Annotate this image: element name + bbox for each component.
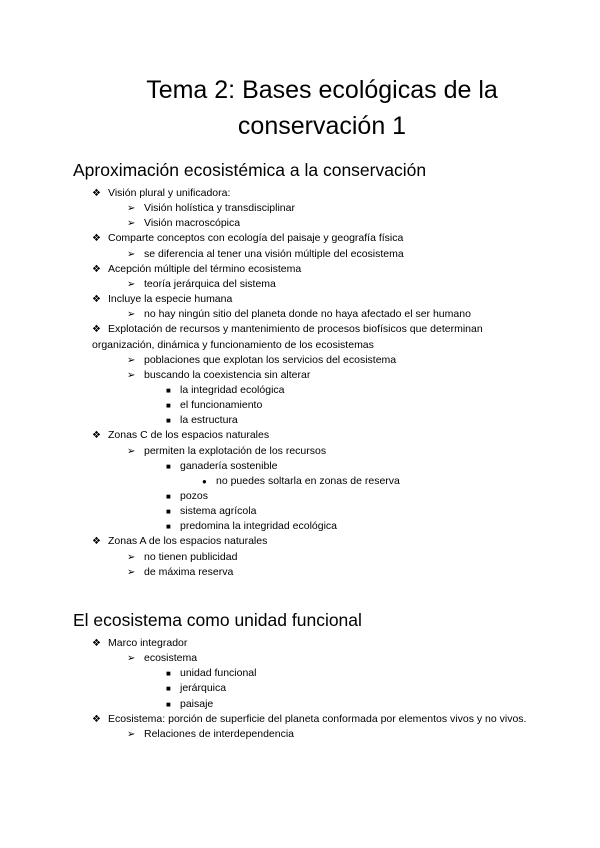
- list-item: [166, 383, 285, 398]
- list-item: [127, 307, 471, 322]
- list-item: [92, 636, 188, 651]
- list-item: [92, 322, 483, 337]
- list-item: [127, 353, 397, 368]
- list-item-text: unidad funcional: [180, 667, 257, 680]
- list-item: [127, 727, 295, 742]
- arrow-bullet-icon: ➢: [127, 203, 136, 215]
- arrow-bullet-icon: ➢: [127, 278, 136, 290]
- arrow-bullet-icon: ➢: [127, 218, 136, 230]
- list-item-text: el funcionamiento: [180, 399, 263, 412]
- arrow-bullet-icon: ➢: [127, 653, 136, 665]
- list-item-text: la estructura: [180, 414, 238, 427]
- list-item: [166, 519, 338, 534]
- diamond-bullet-icon: ❖: [92, 536, 101, 548]
- list-item: [127, 550, 238, 565]
- diamond-bullet-icon: ❖: [92, 713, 101, 725]
- list-item-text: sistema agrícola: [180, 505, 257, 518]
- diamond-bullet-icon: ❖: [92, 188, 101, 199]
- arrow-bullet-icon: ➢: [127, 354, 136, 366]
- section-heading-2: El ecosistema como unidad funcional: [73, 610, 362, 630]
- list-item: [127, 368, 311, 383]
- arrow-bullet-icon: ➢: [127, 551, 136, 563]
- list-item-text: no tienen publicidad: [144, 550, 238, 563]
- list-item: [92, 712, 527, 727]
- list-item-text: buscando la coexistencia sin alterar: [144, 368, 311, 381]
- square-bullet-icon: ■: [166, 522, 171, 532]
- list-item: [166, 666, 257, 681]
- list-item-continuation: organización, dinámica y funcionamiento de los ecosistemas: [92, 338, 374, 351]
- section-heading-1: Aproximación ecosistémica a la conservación: [73, 160, 427, 180]
- arrow-bullet-icon: ➢: [127, 445, 136, 457]
- list-item-text: pozos: [180, 490, 209, 502]
- list-item: [127, 201, 295, 216]
- list-item: [166, 413, 238, 428]
- list-item-text: Comparte conceptos con ecología del paisaje y geografía física: [108, 232, 404, 245]
- list-item-text: Visión plural y unificadora:: [108, 187, 231, 199]
- list-item: [166, 697, 214, 712]
- arrow-bullet-icon: ➢: [127, 728, 136, 740]
- list-item-text: ganadería sostenible: [180, 459, 278, 472]
- square-bullet-icon: ■: [166, 401, 171, 411]
- list-item-text: Ecosistema: porción de superficie del planeta conformada por elementos vivos y no vivos.: [108, 712, 527, 725]
- list-item: [166, 681, 227, 696]
- list-item: [92, 262, 302, 277]
- square-bullet-icon: ■: [166, 461, 171, 471]
- list-item-text: poblaciones que explotan los servicios del ecosistema: [144, 353, 397, 366]
- diamond-bullet-icon: ❖: [92, 324, 101, 336]
- diamond-bullet-icon: ❖: [92, 430, 101, 442]
- square-bullet-icon: ■: [166, 416, 171, 426]
- diamond-bullet-icon: ❖: [92, 263, 101, 275]
- diamond-bullet-icon: ❖: [92, 233, 101, 245]
- square-bullet-icon: ■: [166, 385, 171, 395]
- square-bullet-icon: ■: [166, 669, 171, 679]
- list-item: [127, 247, 404, 262]
- list-item: [92, 292, 233, 307]
- square-bullet-icon: ■: [166, 492, 171, 501]
- arrow-bullet-icon: ➢: [127, 309, 136, 321]
- list-item-text: Visión macroscópica: [144, 217, 241, 230]
- list-item: [202, 474, 400, 489]
- list-item-text: la integridad ecológica: [180, 383, 285, 396]
- circle-bullet-icon: ●: [202, 476, 207, 486]
- list-item-text: Explotación de recursos y mantenimiento de procesos biofísicos que determinan: [108, 323, 483, 336]
- list-item-text: ecosistema: [144, 652, 198, 665]
- list-item: [127, 444, 327, 459]
- list-item: [92, 428, 270, 443]
- list-item-text: Visión holística y transdisciplinar: [144, 202, 295, 215]
- list-item-text: Relaciones de interdependencia: [144, 727, 295, 740]
- list-item-text: no hay ningún sitio del planeta donde no haya afectado el ser humano: [144, 308, 471, 321]
- list-item: [127, 651, 198, 666]
- list-item-text: jerárquica: [180, 682, 227, 695]
- list-item-text: Zonas A de los espacios naturales: [108, 535, 268, 548]
- diamond-bullet-icon: ❖: [92, 294, 101, 306]
- list-item: [166, 398, 263, 413]
- list-item-text: se diferencia al tener una visión múltiple del ecosistema: [144, 247, 404, 260]
- arrow-bullet-icon: ➢: [127, 369, 136, 381]
- list-item: [166, 504, 257, 519]
- document-title-line-1: Tema 2: Bases ecológicas de la: [146, 76, 498, 104]
- list-item-text: Incluye la especie humana: [108, 293, 233, 306]
- list-item: [92, 186, 231, 201]
- list-item-text: predomina la integridad ecológica: [180, 520, 338, 533]
- square-bullet-icon: ■: [166, 699, 171, 709]
- list-item-text: no puedes soltarla en zonas de reserva: [216, 474, 400, 487]
- list-item-text: Zonas C de los espacios naturales: [108, 429, 270, 442]
- list-item: [166, 489, 209, 504]
- list-item-text: Acepción múltiple del término ecosistema: [108, 262, 302, 275]
- list-item: [92, 231, 404, 246]
- list-item: [92, 534, 268, 549]
- list-item: [127, 216, 241, 231]
- square-bullet-icon: ■: [166, 507, 171, 517]
- list-item: [166, 459, 278, 474]
- document-title-line-2: conservación 1: [237, 112, 407, 140]
- list-item-text: teoría jerárquica del sistema: [144, 277, 276, 290]
- arrow-bullet-icon: ➢: [127, 566, 136, 578]
- list-item-text: paisaje: [180, 697, 214, 710]
- list-item: [127, 565, 234, 580]
- arrow-bullet-icon: ➢: [127, 248, 136, 260]
- list-item-text: de máxima reserva: [144, 565, 234, 578]
- list-item-text: permiten la explotación de los recursos: [144, 444, 327, 457]
- square-bullet-icon: ■: [166, 684, 171, 694]
- list-item-text: Marco integrador: [108, 637, 188, 649]
- diamond-bullet-icon: ❖: [92, 638, 101, 649]
- list-item: [127, 277, 276, 292]
